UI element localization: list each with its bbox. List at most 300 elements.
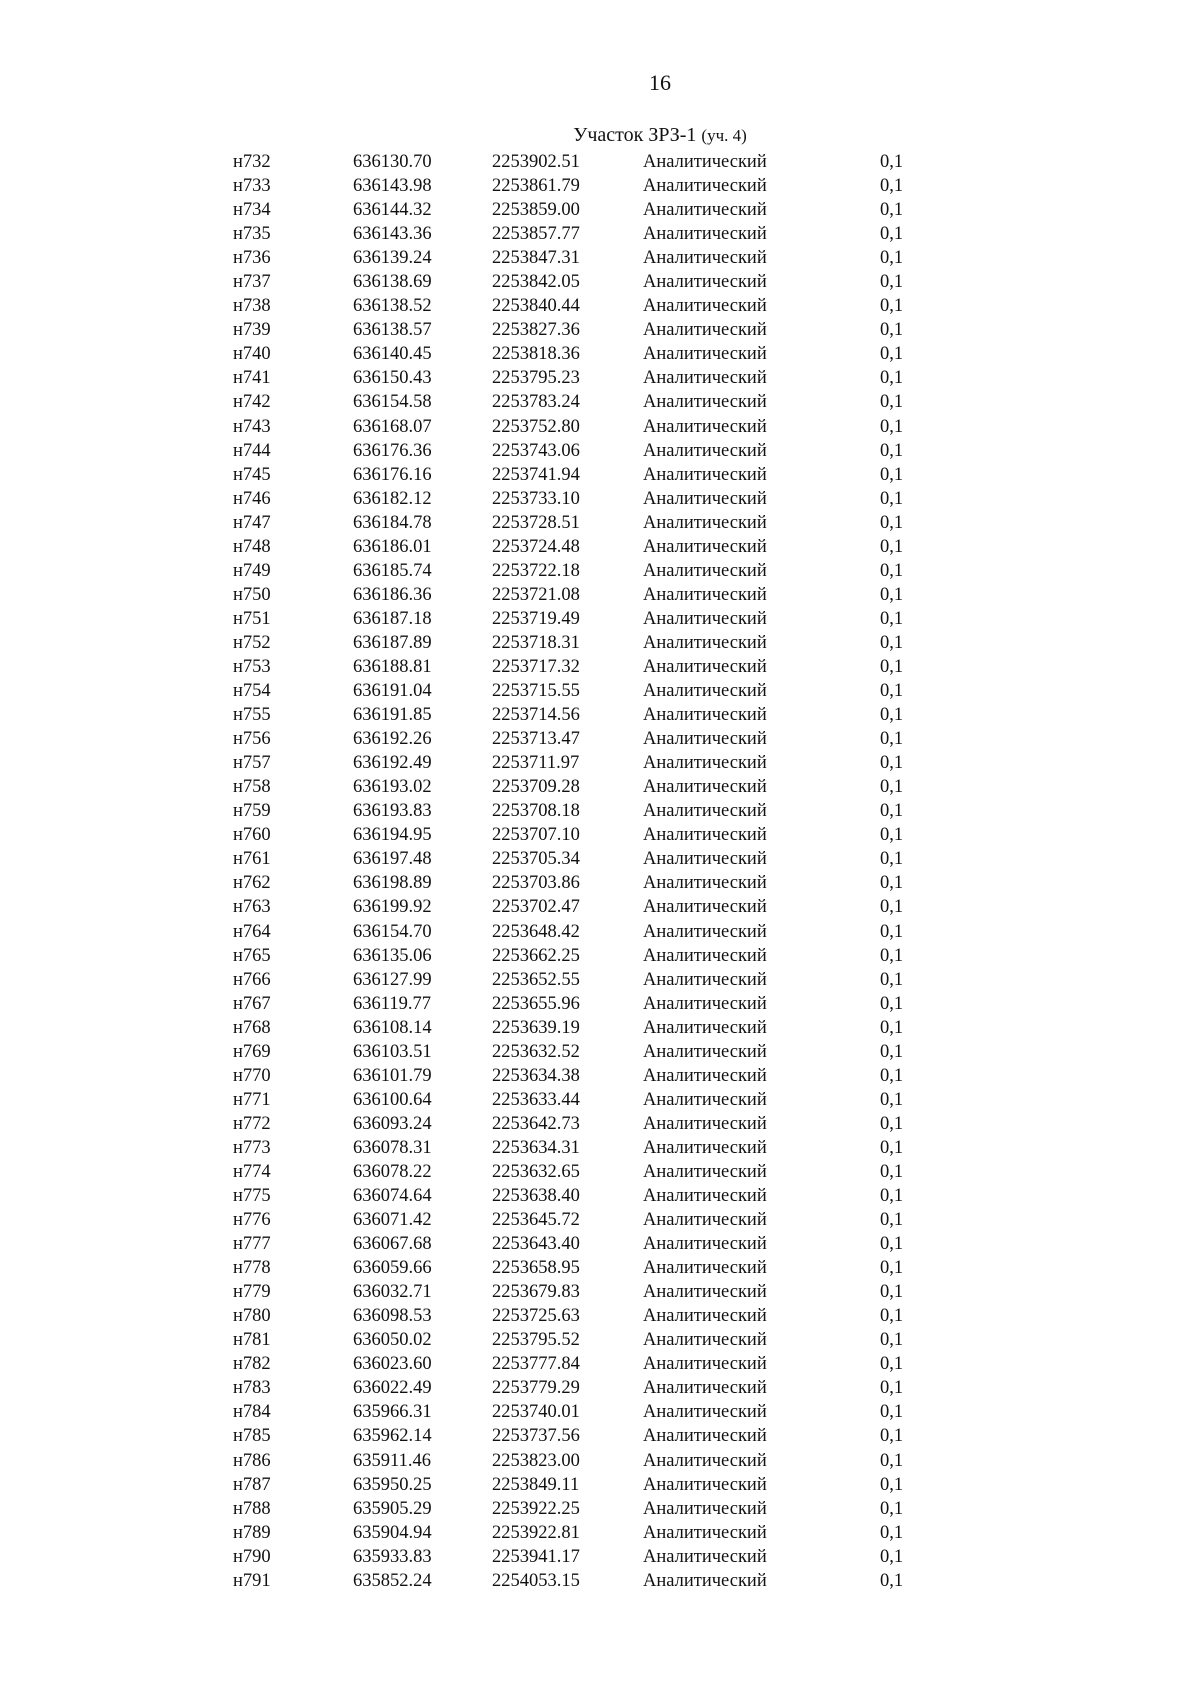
x-coordinate-cell: 636143.98 <box>353 176 432 197</box>
y-coordinate-cell: 2253902.51 <box>492 152 580 172</box>
method-cell: Аналитический <box>643 705 767 726</box>
y-coordinate-cell: 2253633.44 <box>492 1089 580 1110</box>
y-coordinate-cell: 2253702.47 <box>492 897 580 918</box>
y-coordinate-cell: 2253632.52 <box>492 1041 580 1062</box>
point-id-cell: н773 <box>233 1137 271 1158</box>
accuracy-cell: 0,1 <box>880 1354 904 1375</box>
point-id-cell: н742 <box>233 392 271 413</box>
y-coordinate-cell: 2253632.65 <box>492 1161 580 1182</box>
method-cell: Аналитический <box>643 584 767 605</box>
y-coordinate-cell: 2253741.94 <box>492 464 580 485</box>
table-row <box>0 294 1200 318</box>
table-row <box>0 968 1200 992</box>
point-id-cell: н772 <box>233 1113 271 1134</box>
y-coordinate-cell: 2253922.81 <box>492 1522 580 1543</box>
y-coordinate-cell: 2253733.10 <box>492 488 580 509</box>
point-id-cell: н741 <box>233 368 271 389</box>
method-cell: Аналитический <box>643 1450 767 1471</box>
table-row <box>0 1136 1200 1160</box>
method-cell: Аналитический <box>643 1089 767 1110</box>
method-cell: Аналитический <box>643 1186 767 1207</box>
y-coordinate-cell: 2253779.29 <box>492 1378 580 1399</box>
section-title-main: Участок ЗРЗ-1 <box>573 124 697 146</box>
method-cell: Аналитический <box>643 825 767 846</box>
y-coordinate-cell: 2253655.96 <box>492 993 580 1014</box>
x-coordinate-cell: 636197.48 <box>353 849 432 870</box>
table-row <box>0 511 1200 535</box>
x-coordinate-cell: 636176.16 <box>353 464 432 485</box>
point-id-cell: н778 <box>233 1258 271 1279</box>
method-cell: Аналитический <box>643 560 767 581</box>
x-coordinate-cell: 636071.42 <box>353 1210 432 1231</box>
x-coordinate-cell: 636199.92 <box>353 897 432 918</box>
point-id-cell: н738 <box>233 296 271 317</box>
table-row <box>0 727 1200 751</box>
y-coordinate-cell: 2253857.77 <box>492 224 580 245</box>
point-id-cell: н753 <box>233 656 271 677</box>
method-cell: Аналитический <box>643 777 767 798</box>
table-row <box>0 823 1200 847</box>
x-coordinate-cell: 636193.83 <box>353 801 432 822</box>
x-coordinate-cell: 635962.14 <box>353 1426 432 1447</box>
accuracy-cell: 0,1 <box>880 753 904 774</box>
table-row <box>0 1304 1200 1328</box>
accuracy-cell: 0,1 <box>880 1498 904 1519</box>
table-row <box>0 1256 1200 1280</box>
x-coordinate-cell: 636127.99 <box>353 969 432 990</box>
accuracy-cell: 0,1 <box>880 224 904 245</box>
accuracy-cell: 0,1 <box>880 464 904 485</box>
x-coordinate-cell: 636143.36 <box>353 224 432 245</box>
method-cell: Аналитический <box>643 488 767 509</box>
y-coordinate-cell: 2253643.40 <box>492 1234 580 1255</box>
table-row <box>0 487 1200 511</box>
table-row <box>0 198 1200 222</box>
method-cell: Аналитический <box>643 512 767 533</box>
table-row <box>0 751 1200 775</box>
y-coordinate-cell: 2253717.32 <box>492 656 580 677</box>
point-id-cell: н762 <box>233 873 271 894</box>
point-id-cell: н782 <box>233 1354 271 1375</box>
x-coordinate-cell: 635904.94 <box>353 1522 432 1543</box>
point-id-cell: н770 <box>233 1065 271 1086</box>
y-coordinate-cell: 2253847.31 <box>492 248 580 269</box>
method-cell: Аналитический <box>643 1041 767 1062</box>
table-row <box>0 895 1200 919</box>
accuracy-cell: 0,1 <box>880 849 904 870</box>
table-row <box>0 366 1200 390</box>
page-number: 16 <box>649 70 671 95</box>
table-row <box>0 150 1200 174</box>
y-coordinate-cell: 2253743.06 <box>492 440 580 461</box>
method-cell: Аналитический <box>643 681 767 702</box>
point-id-cell: н775 <box>233 1186 271 1207</box>
point-id-cell: н736 <box>233 248 271 269</box>
method-cell: Аналитический <box>643 1354 767 1375</box>
y-coordinate-cell: 2253705.34 <box>492 849 580 870</box>
point-id-cell: н747 <box>233 512 271 533</box>
point-id-cell: н790 <box>233 1546 271 1567</box>
point-id-cell: н777 <box>233 1234 271 1255</box>
method-cell: Аналитический <box>643 1210 767 1231</box>
method-cell: Аналитический <box>643 1546 767 1567</box>
accuracy-cell: 0,1 <box>880 1113 904 1134</box>
accuracy-cell: 0,1 <box>880 705 904 726</box>
table-row <box>0 246 1200 270</box>
x-coordinate-cell: 636139.24 <box>353 248 432 269</box>
x-coordinate-cell: 635933.83 <box>353 1546 432 1567</box>
y-coordinate-cell: 2253707.10 <box>492 825 580 846</box>
table-row <box>0 1473 1200 1497</box>
accuracy-cell: 0,1 <box>880 729 904 750</box>
table-row <box>0 222 1200 246</box>
point-id-cell: н764 <box>233 921 271 942</box>
x-coordinate-cell: 636185.74 <box>353 560 432 581</box>
table-row <box>0 679 1200 703</box>
table-row <box>0 1064 1200 1088</box>
accuracy-cell: 0,1 <box>880 560 904 581</box>
x-coordinate-cell: 636135.06 <box>353 945 432 966</box>
method-cell: Аналитический <box>643 656 767 677</box>
point-id-cell: н750 <box>233 584 271 605</box>
method-cell: Аналитический <box>643 1426 767 1447</box>
method-cell: Аналитический <box>643 464 767 485</box>
y-coordinate-cell: 2253752.80 <box>492 416 580 437</box>
x-coordinate-cell: 636138.69 <box>353 272 432 293</box>
method-cell: Аналитический <box>643 921 767 942</box>
method-cell: Аналитический <box>643 1570 767 1591</box>
x-coordinate-cell: 636193.02 <box>353 777 432 798</box>
y-coordinate-cell: 2253634.31 <box>492 1137 580 1158</box>
point-id-cell: н785 <box>233 1426 271 1447</box>
accuracy-cell: 0,1 <box>880 1306 904 1327</box>
point-id-cell: н780 <box>233 1306 271 1327</box>
method-cell: Аналитический <box>643 1113 767 1134</box>
x-coordinate-cell: 636176.36 <box>353 440 432 461</box>
x-coordinate-cell: 636050.02 <box>353 1330 432 1351</box>
accuracy-cell: 0,1 <box>880 1186 904 1207</box>
y-coordinate-cell: 2253658.95 <box>492 1258 580 1279</box>
method-cell: Аналитический <box>643 344 767 365</box>
method-cell: Аналитический <box>643 368 767 389</box>
table-row <box>0 1328 1200 1352</box>
y-coordinate-cell: 2253840.44 <box>492 296 580 317</box>
accuracy-cell: 0,1 <box>880 272 904 293</box>
x-coordinate-cell: 636186.01 <box>353 536 432 557</box>
x-coordinate-cell: 636103.51 <box>353 1041 432 1062</box>
x-coordinate-cell: 636059.66 <box>353 1258 432 1279</box>
point-id-cell: н748 <box>233 536 271 557</box>
y-coordinate-cell: 2254053.15 <box>492 1570 580 1591</box>
table-row <box>0 1376 1200 1400</box>
x-coordinate-cell: 636168.07 <box>353 416 432 437</box>
point-id-cell: н756 <box>233 729 271 750</box>
method-cell: Аналитический <box>643 993 767 1014</box>
accuracy-cell: 0,1 <box>880 248 904 269</box>
accuracy-cell: 0,1 <box>880 873 904 894</box>
method-cell: Аналитический <box>643 897 767 918</box>
section-title <box>0 124 1200 147</box>
accuracy-cell: 0,1 <box>880 656 904 677</box>
accuracy-cell: 0,1 <box>880 897 904 918</box>
x-coordinate-cell: 636119.77 <box>353 993 431 1014</box>
table-row <box>0 631 1200 655</box>
y-coordinate-cell: 2253737.56 <box>492 1426 580 1447</box>
table-row <box>0 174 1200 198</box>
x-coordinate-cell: 636067.68 <box>353 1234 432 1255</box>
point-id-cell: н783 <box>233 1378 271 1399</box>
point-id-cell: н767 <box>233 993 271 1014</box>
point-id-cell: н735 <box>233 224 271 245</box>
x-coordinate-cell: 636191.85 <box>353 705 432 726</box>
accuracy-cell: 0,1 <box>880 296 904 317</box>
point-id-cell: н740 <box>233 344 271 365</box>
accuracy-cell: 0,1 <box>880 200 904 221</box>
x-coordinate-cell: 636188.81 <box>353 656 432 677</box>
point-id-cell: н779 <box>233 1282 271 1303</box>
table-row <box>0 1208 1200 1232</box>
x-coordinate-cell: 636150.43 <box>353 368 432 389</box>
y-coordinate-cell: 2253740.01 <box>492 1402 580 1423</box>
point-id-cell: н763 <box>233 897 271 918</box>
x-coordinate-cell: 636198.89 <box>353 873 432 894</box>
y-coordinate-cell: 2253718.31 <box>492 632 580 653</box>
table-row <box>0 1016 1200 1040</box>
method-cell: Аналитический <box>643 392 767 413</box>
table-row <box>0 920 1200 944</box>
x-coordinate-cell: 636194.95 <box>353 825 432 846</box>
table-row <box>0 1112 1200 1136</box>
table-row <box>0 439 1200 463</box>
point-id-cell: н755 <box>233 705 271 726</box>
y-coordinate-cell: 2253849.11 <box>492 1474 580 1495</box>
coordinates-table <box>0 150 1200 1593</box>
x-coordinate-cell: 636078.22 <box>353 1161 432 1182</box>
accuracy-cell: 0,1 <box>880 608 904 629</box>
y-coordinate-cell: 2253638.40 <box>492 1186 580 1207</box>
table-row <box>0 1088 1200 1112</box>
y-coordinate-cell: 2253861.79 <box>492 176 580 197</box>
table-row <box>0 775 1200 799</box>
method-cell: Аналитический <box>643 1522 767 1543</box>
x-coordinate-cell: 635911.46 <box>353 1450 431 1471</box>
x-coordinate-cell: 636186.36 <box>353 584 432 605</box>
y-coordinate-cell: 2253724.48 <box>492 536 580 557</box>
point-id-cell: н781 <box>233 1330 271 1351</box>
x-coordinate-cell: 636192.49 <box>353 753 432 774</box>
accuracy-cell: 0,1 <box>880 1450 904 1471</box>
x-coordinate-cell: 636108.14 <box>353 1017 432 1038</box>
y-coordinate-cell: 2253823.00 <box>492 1450 580 1471</box>
accuracy-cell: 0,1 <box>880 512 904 533</box>
x-coordinate-cell: 636098.53 <box>353 1306 432 1327</box>
x-coordinate-cell: 636187.89 <box>353 632 432 653</box>
y-coordinate-cell: 2253728.51 <box>492 512 580 533</box>
method-cell: Аналитический <box>643 1234 767 1255</box>
y-coordinate-cell: 2253722.18 <box>492 560 580 581</box>
point-id-cell: н752 <box>233 632 271 653</box>
method-cell: Аналитический <box>643 200 767 221</box>
x-coordinate-cell: 635966.31 <box>353 1402 432 1423</box>
point-id-cell: н744 <box>233 440 271 461</box>
point-id-cell: н733 <box>233 176 271 197</box>
point-id-cell: н732 <box>233 152 271 172</box>
accuracy-cell: 0,1 <box>880 584 904 605</box>
y-coordinate-cell: 2253859.00 <box>492 200 580 221</box>
table-row <box>0 342 1200 366</box>
x-coordinate-cell: 636023.60 <box>353 1354 432 1375</box>
point-id-cell: н739 <box>233 320 271 341</box>
method-cell: Аналитический <box>643 1402 767 1423</box>
y-coordinate-cell: 2253795.52 <box>492 1330 580 1351</box>
point-id-cell: н789 <box>233 1522 271 1543</box>
method-cell: Аналитический <box>643 969 767 990</box>
accuracy-cell: 0,1 <box>880 1522 904 1543</box>
accuracy-cell: 0,1 <box>880 681 904 702</box>
accuracy-cell: 0,1 <box>880 1017 904 1038</box>
x-coordinate-cell: 635852.24 <box>353 1570 432 1591</box>
accuracy-cell: 0,1 <box>880 1258 904 1279</box>
accuracy-cell: 0,1 <box>880 632 904 653</box>
table-row <box>0 559 1200 583</box>
x-coordinate-cell: 636074.64 <box>353 1186 432 1207</box>
table-row <box>0 607 1200 631</box>
accuracy-cell: 0,1 <box>880 921 904 942</box>
table-row <box>0 1400 1200 1424</box>
point-id-cell: н765 <box>233 945 271 966</box>
method-cell: Аналитический <box>643 1378 767 1399</box>
point-id-cell: н759 <box>233 801 271 822</box>
table-row <box>0 1040 1200 1064</box>
method-cell: Аналитический <box>643 729 767 750</box>
table-row <box>0 655 1200 679</box>
accuracy-cell: 0,1 <box>880 152 904 172</box>
y-coordinate-cell: 2253645.72 <box>492 1210 580 1231</box>
point-id-cell: н754 <box>233 681 271 702</box>
x-coordinate-cell: 635950.25 <box>353 1474 432 1495</box>
y-coordinate-cell: 2253777.84 <box>492 1354 580 1375</box>
table-row <box>0 535 1200 559</box>
y-coordinate-cell: 2253725.63 <box>492 1306 580 1327</box>
point-id-cell: н788 <box>233 1498 271 1519</box>
table-row <box>0 270 1200 294</box>
y-coordinate-cell: 2253711.97 <box>492 753 580 774</box>
table-row <box>0 1569 1200 1593</box>
method-cell: Аналитический <box>643 1474 767 1495</box>
section-title-sub: (уч. 4) <box>701 126 747 145</box>
method-cell: Аналитический <box>643 440 767 461</box>
table-row <box>0 1521 1200 1545</box>
method-cell: Аналитический <box>643 1137 767 1158</box>
point-id-cell: н768 <box>233 1017 271 1038</box>
y-coordinate-cell: 2253679.83 <box>492 1282 580 1303</box>
x-coordinate-cell: 636191.04 <box>353 681 432 702</box>
point-id-cell: н766 <box>233 969 271 990</box>
accuracy-cell: 0,1 <box>880 801 904 822</box>
accuracy-cell: 0,1 <box>880 1426 904 1447</box>
accuracy-cell: 0,1 <box>880 1474 904 1495</box>
point-id-cell: н745 <box>233 464 271 485</box>
x-coordinate-cell: 636144.32 <box>353 200 432 221</box>
accuracy-cell: 0,1 <box>880 344 904 365</box>
point-id-cell: н757 <box>233 753 271 774</box>
point-id-cell: н760 <box>233 825 271 846</box>
accuracy-cell: 0,1 <box>880 1089 904 1110</box>
x-coordinate-cell: 636182.12 <box>353 488 432 509</box>
y-coordinate-cell: 2253639.19 <box>492 1017 580 1038</box>
table-row <box>0 583 1200 607</box>
y-coordinate-cell: 2253783.24 <box>492 392 580 413</box>
method-cell: Аналитический <box>643 753 767 774</box>
method-cell: Аналитический <box>643 1498 767 1519</box>
point-id-cell: н749 <box>233 560 271 581</box>
table-row <box>0 390 1200 414</box>
y-coordinate-cell: 2253703.86 <box>492 873 580 894</box>
accuracy-cell: 0,1 <box>880 969 904 990</box>
accuracy-cell: 0,1 <box>880 440 904 461</box>
y-coordinate-cell: 2253714.56 <box>492 705 580 726</box>
x-coordinate-cell: 636138.52 <box>353 296 432 317</box>
method-cell: Аналитический <box>643 1330 767 1351</box>
point-id-cell: н774 <box>233 1161 271 1182</box>
table-row <box>0 944 1200 968</box>
method-cell: Аналитический <box>643 272 767 293</box>
y-coordinate-cell: 2253709.28 <box>492 777 580 798</box>
accuracy-cell: 0,1 <box>880 1161 904 1182</box>
table-row <box>0 1545 1200 1569</box>
point-id-cell: н734 <box>233 200 271 221</box>
accuracy-cell: 0,1 <box>880 1570 904 1591</box>
method-cell: Аналитический <box>643 536 767 557</box>
y-coordinate-cell: 2253818.36 <box>492 344 580 365</box>
method-cell: Аналитический <box>643 176 767 197</box>
y-coordinate-cell: 2253721.08 <box>492 584 580 605</box>
point-id-cell: н761 <box>233 849 271 870</box>
x-coordinate-cell: 636093.24 <box>353 1113 432 1134</box>
point-id-cell: н751 <box>233 608 271 629</box>
point-id-cell: н771 <box>233 1089 271 1110</box>
point-id-cell: н776 <box>233 1210 271 1231</box>
table-row <box>0 463 1200 487</box>
method-cell: Аналитический <box>643 1306 767 1327</box>
accuracy-cell: 0,1 <box>880 945 904 966</box>
y-coordinate-cell: 2253708.18 <box>492 801 580 822</box>
y-coordinate-cell: 2253795.23 <box>492 368 580 389</box>
y-coordinate-cell: 2253715.55 <box>492 681 580 702</box>
y-coordinate-cell: 2253922.25 <box>492 1498 580 1519</box>
point-id-cell: н784 <box>233 1402 271 1423</box>
accuracy-cell: 0,1 <box>880 1065 904 1086</box>
accuracy-cell: 0,1 <box>880 488 904 509</box>
x-coordinate-cell: 636187.18 <box>353 608 432 629</box>
y-coordinate-cell: 2253642.73 <box>492 1113 580 1134</box>
method-cell: Аналитический <box>643 1161 767 1182</box>
method-cell: Аналитический <box>643 1065 767 1086</box>
method-cell: Аналитический <box>643 801 767 822</box>
y-coordinate-cell: 2253719.49 <box>492 608 580 629</box>
table-row <box>0 703 1200 727</box>
accuracy-cell: 0,1 <box>880 1210 904 1231</box>
point-id-cell: н786 <box>233 1450 271 1471</box>
table-row <box>0 1497 1200 1521</box>
accuracy-cell: 0,1 <box>880 1041 904 1062</box>
accuracy-cell: 0,1 <box>880 1546 904 1567</box>
y-coordinate-cell: 2253713.47 <box>492 729 580 750</box>
x-coordinate-cell: 636154.70 <box>353 921 432 942</box>
accuracy-cell: 0,1 <box>880 1402 904 1423</box>
method-cell: Аналитический <box>643 608 767 629</box>
method-cell: Аналитический <box>643 1282 767 1303</box>
